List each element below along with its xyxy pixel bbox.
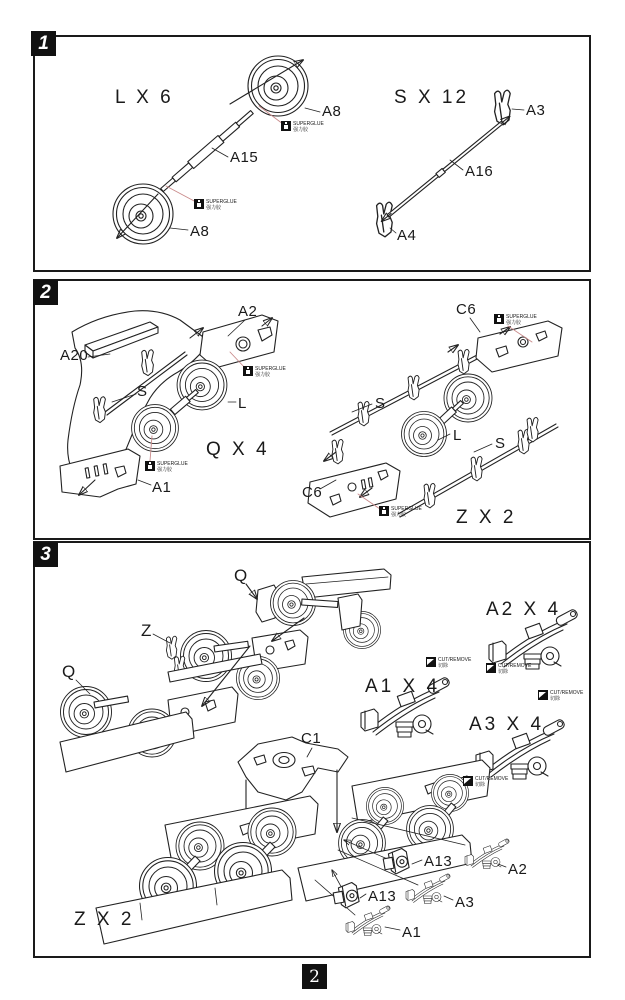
cut-icon [486,663,496,673]
part-label-c1: C1 [301,730,322,747]
superglue-text: SUPERGLUE 强力胶 [391,506,422,518]
superglue-icon [379,506,389,516]
part-label-a16: A16 [465,163,494,180]
cut-text: CUT/REMOVE 切除 [498,663,532,675]
qty-label-brakerod: S X 12 [394,87,470,108]
step3-chassis-drawing [96,737,510,944]
superglue-icon [243,366,253,376]
step-1-badge [31,31,56,56]
part-label-a2: A2 [238,303,258,320]
step-3-badge [33,542,58,567]
superglue-icon [194,199,204,209]
part-label-a15: A15 [230,149,259,166]
step1-brakerod-drawing [377,87,524,237]
superglue-note-3 [243,366,286,378]
superglue-note-4 [145,461,188,473]
superglue-text: SUPERGLUE 强力胶 [293,121,324,133]
part-label-q-top: Q [234,566,248,585]
superglue-note-5 [494,314,537,326]
page-number-value: 2 [309,966,320,987]
superglue-note-6 [379,506,422,518]
step-2-number: 2 [40,281,51,303]
part-label-a2-small: A2 [508,861,528,878]
qty-label-chassis: Z X 2 [74,909,135,930]
superglue-text: SUPERGLUE 强力胶 [506,314,537,326]
part-label-a3: A3 [526,102,546,119]
cut-icon [538,690,548,700]
step-2-badge [33,280,58,305]
part-label-a8-top: A8 [322,103,342,120]
superglue-icon [145,461,155,471]
superglue-icon [281,121,291,131]
step-3-number: 3 [40,543,51,565]
superglue-icon [494,314,504,324]
part-label-l-left: L [238,395,247,412]
cut-note-2 [486,663,531,675]
cut-text: CUT/REMOVE 切除 [550,690,584,702]
part-label-c6-bottom: C6 [302,484,323,501]
cut-note-1 [426,657,471,669]
page-number [302,964,327,989]
superglue-text: SUPERGLUE 强力胶 [157,461,188,473]
qty-label-fullframe: Z X 2 [456,507,517,528]
qty-label-spring-a2: A2 X 4 [486,599,562,620]
part-label-a13-lower: A13 [368,888,397,905]
step1-wheelset-drawing [113,56,320,244]
qty-label-wheelset: L X 6 [115,87,174,108]
cut-icon [463,776,473,786]
step-1-number: 1 [38,32,49,54]
part-label-c6-top: C6 [456,301,477,318]
part-label-s-right1: S [375,395,386,412]
qty-label-spring-a3: A3 X 4 [469,714,545,735]
cut-text: CUT/REMOVE 切除 [438,657,472,669]
cut-text: CUT/REMOVE 切除 [475,776,509,788]
part-label-a8-bottom: A8 [190,223,210,240]
part-label-s-right2: S [495,435,506,452]
superglue-text: SUPERGLUE 强力胶 [255,366,286,378]
qty-label-spring-a1: A1 X 4 [365,676,441,697]
superglue-note-1 [281,121,324,133]
step3-bogies-drawing [60,566,391,772]
part-label-a3-small: A3 [455,894,475,911]
part-label-a20: A20 [60,347,89,364]
part-label-z: Z [141,621,152,640]
superglue-note-2 [194,199,237,211]
part-label-l-right: L [453,427,462,444]
part-label-s-left: S [137,383,148,400]
part-label-q-left: Q [62,662,76,681]
qty-label-halfframe: Q X 4 [206,439,270,460]
part-label-a1-small: A1 [402,924,422,941]
cut-note-3 [538,690,583,702]
cut-icon [426,657,436,667]
cut-note-4 [463,776,508,788]
part-label-a13-upper: A13 [424,853,453,870]
part-label-a4: A4 [397,227,417,244]
superglue-text: SUPERGLUE 强力胶 [206,199,237,211]
part-label-a1: A1 [152,479,172,496]
step2-fullframe-drawing [308,318,562,517]
